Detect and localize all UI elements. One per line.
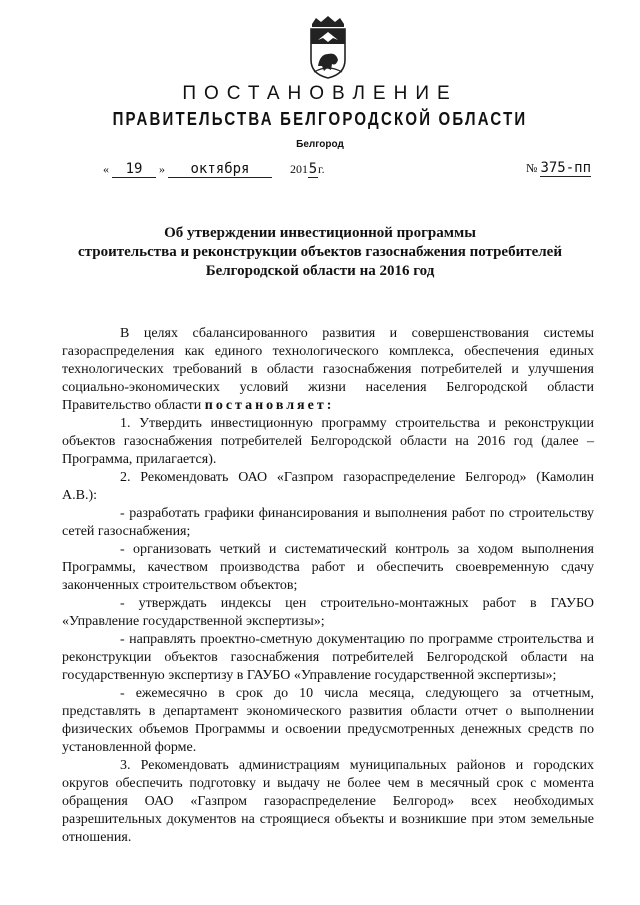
document-number: [526, 160, 591, 176]
date-year-prefix: 201: [290, 162, 308, 176]
title-line-2: строительства и реконструкции объектов газоснабжения потребителей: [78, 244, 562, 260]
clause-2-item-5: - ежемесячно в срок до 10 числа месяца, следующего за отчетным, представлять в департамент экономического развития области отчет о выполнении физических объемов Программы и освоении предусмотренных денежных средств по установленной форме.: [62, 686, 594, 755]
clause-2: 2. Рекомендовать ОАО «Газпром газораспределение Белгород» (Камолин А.В.):: [62, 470, 594, 503]
clause-2-item-2: - организовать четкий и систематический контроль за ходом выполнения Программы, качеством производства работ и обеспечить своевременную сдачу законченных строительством объектов;: [62, 542, 594, 593]
clause-2-item-4: - направлять проектно-сметную документацию по программе строительства и реконструкции объектов газоснабжения потребителей Белгородской области на государственную экспертизу в ГАУБО «Управление государственной экспертизы»;: [62, 632, 594, 683]
clause-3: 3. Рекомендовать администрациям муниципальных районов и городских округов обеспечить подготовку и выдачу не более чем в месячный срок с момента обращения ОАО «Газпром газораспределение Белгород» всех необходимых разрешительных документов на строящиеся объекты и возникшие при этом земельные отношения.: [62, 758, 594, 845]
date-day: 19: [112, 161, 156, 178]
document-type-heading: ПОСТАНОВЛЕНИЕ: [182, 83, 458, 104]
preamble-text: В целях сбалансированного развития и совершенствования системы газораспределения как единого технологического комплекса, обеспечения единых технологических требований в области газоснабжения потребителей и улучшения социально-экономических условий жизни населения Белгородской области Правительство области: [62, 326, 594, 413]
title-line-1: Об утверждении инвестиционной программы: [164, 225, 476, 241]
document-title: [60, 224, 580, 281]
date-year-digit: 5: [308, 161, 318, 177]
date-open-quote: «: [103, 162, 109, 176]
resolves-keyword: постановляет:: [204, 398, 335, 413]
date-year-suffix: г.: [318, 162, 325, 176]
date-close-quote: »: [159, 162, 165, 176]
clause-1: 1. Утвердить инвестиционную программу строительства и реконструкции объектов газоснабжения потребителей Белгородской области на 2016 год (далее – Программа, прилагается).: [62, 416, 594, 467]
document-body: [62, 325, 594, 847]
issuing-authority-heading: ПРАВИТЕЛЬСТВА БЕЛГОРОДСКОЙ ОБЛАСТИ: [112, 108, 528, 131]
date-month: октября: [168, 161, 272, 178]
clause-2-item-1: - разработать графики финансирования и выполнения работ по строительству сетей газоснабжения;: [62, 506, 594, 539]
city-label: Белгород: [296, 139, 344, 150]
coat-of-arms-icon: [306, 14, 350, 80]
preamble-paragraph: [62, 325, 594, 415]
number-value: 375-пп: [540, 160, 592, 176]
document-date: [103, 161, 325, 178]
title-line-3: Белгородской области на 2016 год: [205, 263, 435, 279]
number-label: №: [526, 161, 538, 175]
clause-2-item-3: - утверждать индексы цен строительно-монтажных работ в ГАУБО «Управление государственной экспертизы»;: [62, 596, 594, 629]
